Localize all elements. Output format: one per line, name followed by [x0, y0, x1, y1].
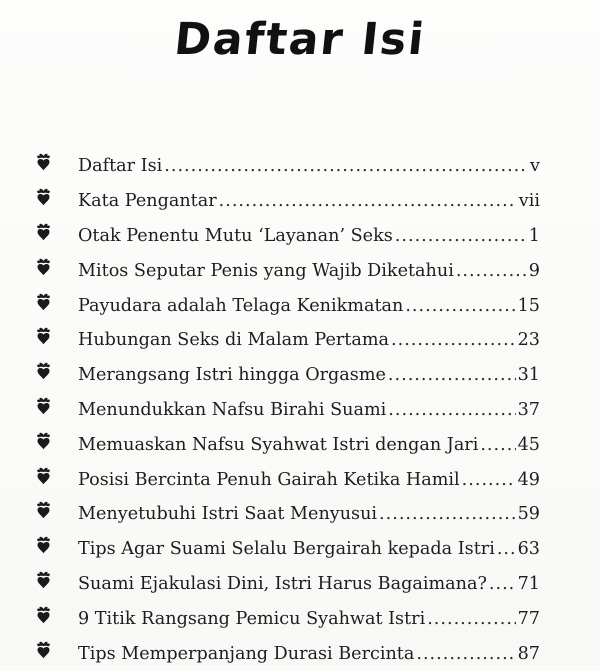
toc-entry-page: 77: [517, 608, 540, 629]
toc-entry[interactable]: [36, 458, 540, 493]
toc-entry-page: 59: [517, 504, 540, 525]
toc-entry[interactable]: [36, 563, 540, 598]
toc-entry[interactable]: [36, 632, 540, 667]
dot-leader: [391, 323, 516, 358]
toc-entry-page: 23: [517, 330, 540, 351]
toc-entry-page: 31: [517, 365, 540, 386]
toc-entry[interactable]: [36, 597, 540, 632]
dot-leader: [416, 637, 515, 671]
heart-leaf-bullet-icon: [36, 528, 78, 563]
toc-entry-label: Hubungan Seks di Malam Pertama: [78, 330, 390, 351]
dot-leader: [456, 254, 527, 289]
toc-entry-label: Payudara adalah Telaga Kenikmatan: [78, 295, 404, 316]
toc-entry-label: Menundukkan Nafsu Birahi Suami: [78, 399, 387, 420]
toc-entry[interactable]: [36, 493, 540, 528]
dot-leader: [219, 184, 517, 219]
toc-entry-label: Kata Pengantar: [78, 191, 217, 212]
heart-leaf-bullet-icon: [36, 389, 78, 424]
toc-entry-page: 71: [517, 573, 540, 594]
heart-leaf-bullet-icon: [36, 145, 78, 180]
toc-entry[interactable]: [36, 423, 540, 458]
toc-entry-page: 63: [517, 539, 540, 560]
toc-entry-page: v: [530, 156, 540, 177]
toc-entry[interactable]: [36, 354, 540, 389]
dot-leader: [388, 358, 516, 393]
toc-entry-label: Mitos Seputar Penis yang Wajib Diketahui: [78, 260, 454, 281]
dot-leader: [395, 219, 527, 254]
heart-leaf-bullet-icon: [36, 458, 78, 493]
heart-leaf-bullet-icon: [36, 632, 78, 667]
toc-entry[interactable]: [36, 319, 540, 354]
heart-leaf-bullet-icon: [36, 180, 78, 215]
toc-entry-page: vii: [518, 191, 540, 212]
dot-leader: [388, 393, 515, 428]
dot-leader: [497, 532, 516, 567]
heart-leaf-bullet-icon: [36, 284, 78, 319]
dot-leader: [480, 428, 515, 463]
toc-entry[interactable]: [36, 249, 540, 284]
page-title: Daftar Isi: [171, 14, 429, 65]
dot-leader: [405, 289, 515, 324]
toc-entry-label: Memuaskan Nafsu Syahwat Istri dengan Jari: [78, 434, 479, 455]
toc-entry-page: 87: [517, 643, 540, 664]
toc-entry[interactable]: [36, 145, 540, 180]
heart-leaf-bullet-icon: [36, 215, 78, 250]
toc-entry[interactable]: [36, 389, 540, 424]
toc-entry[interactable]: [36, 528, 540, 563]
heart-leaf-bullet-icon: [36, 319, 78, 354]
toc-entry-label: Otak Penentu Mutu ‘Layanan’ Seks: [78, 225, 393, 246]
toc-entry-page: 37: [517, 399, 540, 420]
toc-entry-page: 9: [528, 260, 540, 281]
dot-leader: [164, 149, 528, 184]
heart-leaf-bullet-icon: [36, 597, 78, 632]
heart-leaf-bullet-icon: [36, 354, 78, 389]
heart-leaf-bullet-icon: [36, 563, 78, 598]
toc-entry-label: Posisi Bercinta Penuh Gairah Ketika Hamil: [78, 469, 460, 490]
heart-leaf-bullet-icon: [36, 493, 78, 528]
toc-entry-label: Daftar Isi: [78, 156, 163, 177]
dot-leader: [379, 497, 516, 532]
toc-entry[interactable]: [36, 215, 540, 250]
toc-entry[interactable]: [36, 284, 540, 319]
dot-leader: [489, 567, 516, 602]
toc-entry-page: 1: [528, 225, 540, 246]
toc-entry[interactable]: [36, 180, 540, 215]
toc-entry-page: 45: [517, 434, 540, 455]
toc-entry-label: Tips Agar Suami Selalu Bergairah kepada Istri: [78, 539, 495, 560]
toc-entry-label: Tips Memperpanjang Durasi Bercinta: [78, 643, 415, 664]
toc-entry-page: 15: [517, 295, 540, 316]
heart-leaf-bullet-icon: [36, 423, 78, 458]
dot-leader: [427, 602, 515, 637]
table-of-contents: [36, 145, 540, 667]
toc-entry-page: 49: [517, 469, 540, 490]
toc-entry-label: Menyetubuhi Istri Saat Menyusui: [78, 504, 378, 525]
toc-entry-label: Merangsang Istri hingga Orgasme: [78, 365, 386, 386]
heart-leaf-bullet-icon: [36, 249, 78, 284]
toc-entry-label: Suami Ejakulasi Dini, Istri Harus Bagaimana?: [78, 573, 487, 594]
toc-entry-label: 9 Titik Rangsang Pemicu Syahwat Istri: [78, 608, 426, 629]
dot-leader: [462, 463, 516, 498]
